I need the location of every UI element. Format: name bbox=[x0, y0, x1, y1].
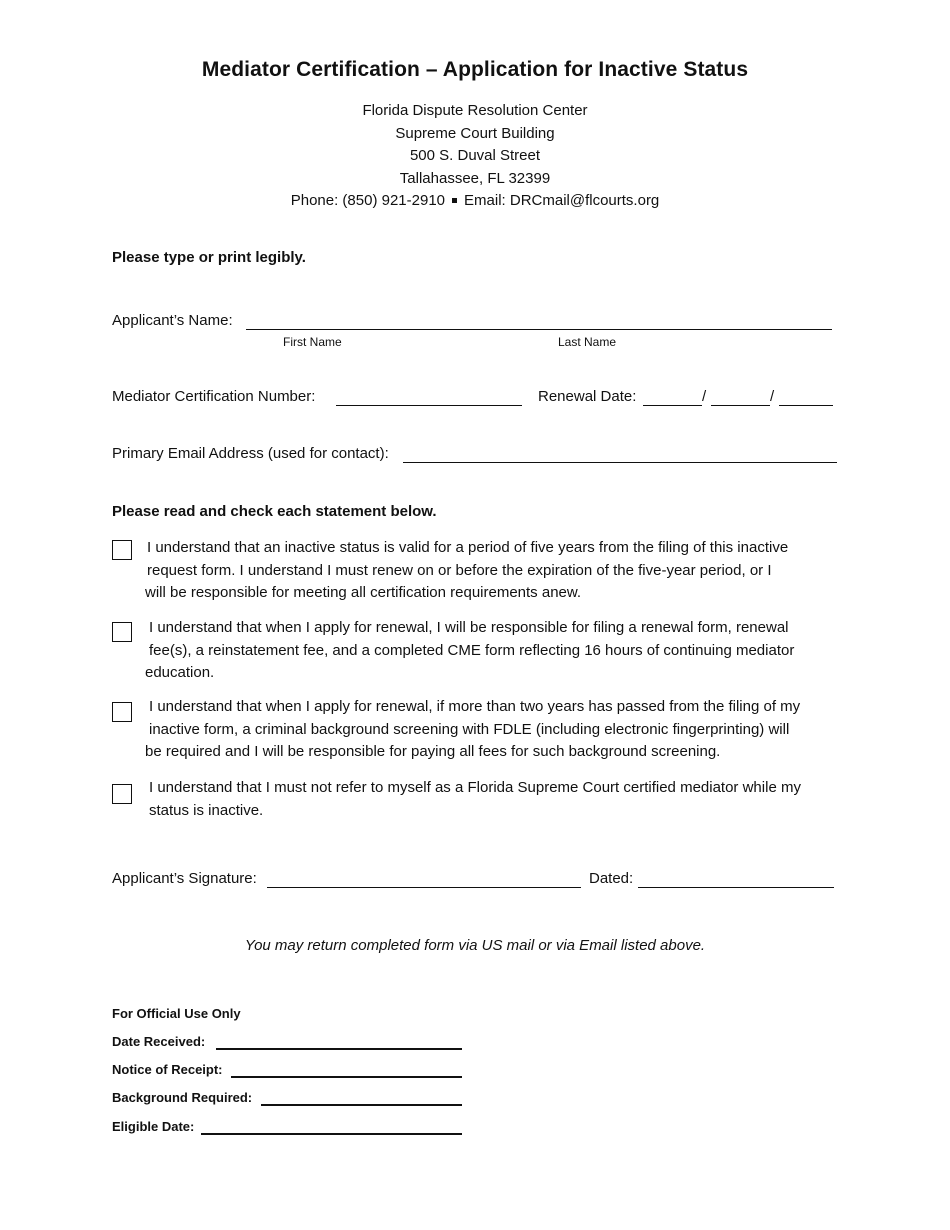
page-title: Mediator Certification – Application for Inactive Status bbox=[201, 58, 749, 81]
first-name-caption: First Name bbox=[283, 335, 342, 349]
email-field[interactable] bbox=[403, 462, 837, 463]
background-required-label: Background Required: bbox=[112, 1090, 253, 1105]
statement-line: I understand that an inactive status is valid for a period of five years from the filing of this inactive bbox=[147, 539, 789, 556]
renewal-month-field[interactable] bbox=[643, 405, 702, 406]
statement-line: education. bbox=[145, 664, 215, 681]
statement-4-text bbox=[145, 777, 845, 822]
statement-4-checkbox[interactable] bbox=[112, 784, 132, 804]
last-name-caption: Last Name bbox=[558, 335, 617, 349]
statement-line: will be responsible for meeting all certification requirements anew. bbox=[145, 584, 582, 601]
date-received-label: Date Received: bbox=[112, 1034, 206, 1049]
signature-field[interactable] bbox=[267, 887, 581, 888]
statement-line: fee(s), a reinstatement fee, and a completed CME form reflecting 16 hours of continuing mediator bbox=[149, 641, 795, 659]
org-name: Florida Dispute Resolution Center bbox=[362, 102, 588, 119]
address-block bbox=[0, 100, 950, 213]
eligible-date-label: Eligible Date: bbox=[112, 1119, 195, 1134]
renewal-date-label: Renewal Date: bbox=[538, 388, 637, 405]
statement-line: inactive form, a criminal background screening with FDLE (including electronic fingerprinting) will bbox=[149, 720, 790, 738]
eligible-date-field[interactable] bbox=[201, 1133, 462, 1135]
square-bullet-icon bbox=[452, 198, 457, 203]
official-use-heading: For Official Use Only bbox=[112, 1006, 241, 1021]
date-received-field[interactable] bbox=[216, 1048, 462, 1050]
cert-number-field[interactable] bbox=[336, 405, 522, 406]
notice-of-receipt-field[interactable] bbox=[231, 1076, 462, 1078]
dated-field[interactable] bbox=[638, 887, 834, 888]
statement-line: be required and I will be responsible for paying all fees for such background screening. bbox=[145, 743, 721, 760]
statement-1-checkbox[interactable] bbox=[112, 540, 132, 560]
statement-line: I understand that when I apply for renewal, I will be responsible for filing a renewal form, renewal bbox=[149, 619, 789, 636]
date-separator: / bbox=[702, 388, 707, 405]
statements-heading: Please read and check each statement below. bbox=[112, 503, 437, 520]
email-label: Primary Email Address (used for contact): bbox=[112, 445, 389, 462]
return-note: You may return completed form via US mail or via Email listed above. bbox=[244, 937, 706, 954]
phone-text: Phone: (850) 921-2910 bbox=[290, 192, 446, 209]
background-required-field[interactable] bbox=[261, 1104, 462, 1106]
contact-line bbox=[0, 190, 950, 213]
street-address: 500 S. Duval Street bbox=[409, 147, 541, 164]
statement-3-checkbox[interactable] bbox=[112, 702, 132, 722]
signature-label: Applicant’s Signature: bbox=[112, 870, 257, 887]
applicant-name-field[interactable] bbox=[246, 329, 832, 330]
date-separator: / bbox=[770, 388, 775, 405]
renewal-day-field[interactable] bbox=[711, 405, 770, 406]
statement-3-text bbox=[145, 696, 845, 764]
building-name: Supreme Court Building bbox=[395, 124, 555, 142]
statement-line: request form. I understand I must renew on or before the expiration of the five-year period, or I bbox=[147, 561, 772, 579]
statement-line: I understand that I must not refer to myself as a Florida Supreme Court certified mediator while my bbox=[149, 779, 801, 796]
statement-2-text bbox=[145, 617, 845, 685]
statement-2-checkbox[interactable] bbox=[112, 622, 132, 642]
dated-label: Dated: bbox=[589, 870, 634, 887]
statement-line: I understand that when I apply for renewal, if more than two years has passed from the filing of my bbox=[149, 698, 801, 715]
statement-1-text bbox=[145, 537, 845, 605]
email-text[interactable]: Email: DRCmail@flcourts.org bbox=[464, 192, 660, 209]
notice-of-receipt-label: Notice of Receipt: bbox=[112, 1062, 223, 1077]
applicant-name-label: Applicant’s Name: bbox=[112, 312, 233, 329]
statement-line: status is inactive. bbox=[149, 801, 264, 819]
cert-number-label: Mediator Certification Number: bbox=[112, 388, 316, 405]
renewal-year-field[interactable] bbox=[779, 405, 833, 406]
instructions-text: Please type or print legibly. bbox=[112, 249, 306, 266]
city-state-zip: Tallahassee, FL 32399 bbox=[399, 169, 551, 187]
